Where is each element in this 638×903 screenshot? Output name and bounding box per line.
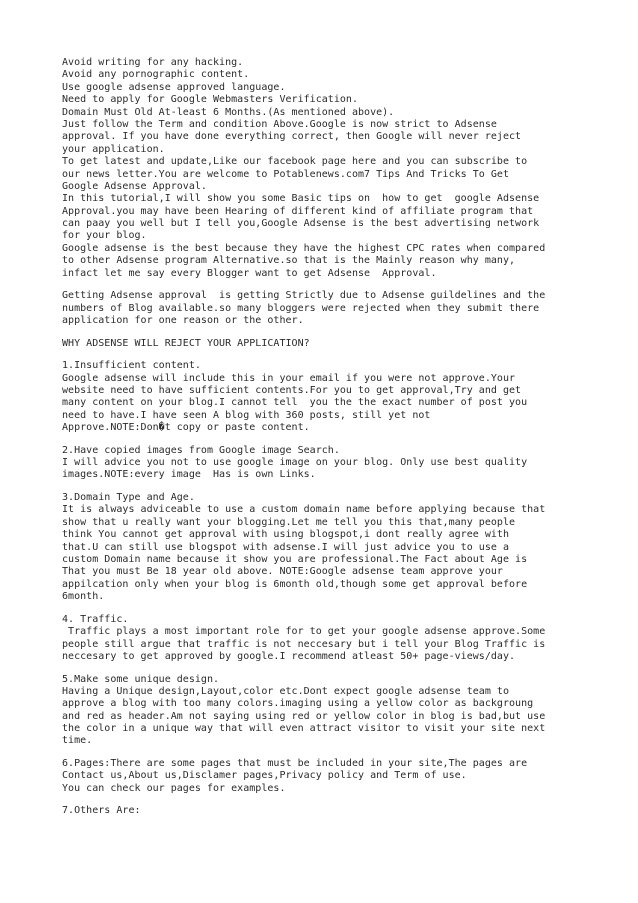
text-line: 4. Traffic. [62, 613, 129, 625]
text-line: Google adsense is the best because they have the highest CPC rates when compared [62, 242, 546, 254]
text-line: 6.Pages:There are some pages that must be included in your site,The pages are [62, 758, 528, 770]
text-line: In this tutorial,I will show you some Basic tips on how to get google Adsense [62, 193, 540, 205]
text-line: approval. If you have done everything correct, then Google will never reject [62, 131, 522, 143]
text-line: Just follow the Term and condition Above.Google is now strict to Adsense [62, 118, 497, 130]
text-line: Google adsense will include this in your email if you were not approve.Your [62, 372, 516, 384]
text-line: to other Adsense program Alternative.so that is the Mainly reason why many, [62, 255, 516, 267]
text-line: numbers of Blog available.so many bloggers were rejected when they submit there [62, 302, 540, 314]
text-line: Need to apply for Google Webmasters Verification. [62, 94, 358, 106]
text-line: infact let me say every Blogger want to get Adsense Approval. [62, 267, 437, 279]
text-line: approve a blog with too many colors.imaging using a yellow color as backgroung [62, 698, 534, 710]
text-line: Traffic plays a most important role for to get your google adsense approve.Some [62, 626, 546, 638]
text-line: WHY ADSENSE WILL REJECT YOUR APPLICATION? [62, 337, 310, 349]
text-line: Use google adsense approved language. [62, 81, 286, 93]
text-line: your application. [62, 143, 165, 155]
text-line: think You cannot get approval with using blogspot,i dont really agree with [62, 529, 509, 541]
text-line: 7.Others Are: [62, 805, 141, 817]
text-line: neccesary to get approved by google.I recommend atleast 50+ page-views/day. [62, 650, 516, 662]
paragraph-gap [62, 482, 582, 492]
text-line: images.NOTE:every image Has is own Links. [62, 469, 316, 481]
text-line: need to have.I have seen A blog with 360 posts, still yet not [62, 409, 431, 421]
text-line: appilcation only when your blog is 6month old,though some get approval before [62, 578, 528, 590]
text-line: 2.Have copied images from Google image Search. [62, 444, 340, 456]
paragraph-gap [62, 435, 582, 445]
text-line: time. [62, 735, 93, 747]
text-line: Having a Unique design,Layout,color etc.Dont expect google adsense team to [62, 685, 509, 697]
text-line: Getting Adsense approval is getting Strictly due to Adsense guildelines and the [62, 290, 546, 302]
text-line: Contact us,About us,Disclamer pages,Privacy policy and Term of use. [62, 770, 467, 782]
text-line: To get latest and update,Like our facebook page here and you can subscribe to [62, 156, 528, 168]
text-line: You can check our pages for examples. [62, 782, 286, 794]
text-line: 5.Make some unique design. [62, 673, 220, 685]
text-line: people still argue that traffic is not neccesary but i tell your Blog Traffic is [62, 638, 546, 650]
text-line: that.U can still use blogspot with adsense.I will just advice you to use a [62, 541, 509, 553]
text-line: application for one reason or the other. [62, 315, 304, 326]
paragraph-gap [62, 604, 582, 614]
text-line: 6month. [62, 591, 105, 603]
text-line: custom Domain name because it show you are professional.The Fact about Age is [62, 554, 528, 565]
text-line: Avoid writing for any hacking. [62, 57, 244, 68]
paragraph-gap [62, 280, 582, 290]
text-line: the color in a unique way that will even attract visitor to visit your site next [62, 723, 546, 735]
text-line: It is always adviceable to use a custom domain name before applying because that [62, 504, 546, 516]
paragraph-gap [62, 795, 582, 805]
text-line: many content on your blog.I cannot tell you the the exact number of post you [62, 397, 528, 409]
paragraph-gap [62, 663, 582, 673]
text-line: show that u really want your blogging.Let me tell you this that,many people [62, 516, 516, 528]
paragraph-gap [62, 350, 582, 360]
text-line: can paay you well but I tell you,Google Adsense is the best advertising network [62, 218, 540, 230]
text-line: I will advice you not to use google image on your blog. Only use best quality [62, 457, 528, 469]
text-line: 3.Domain Type and Age. [62, 492, 195, 504]
text-line: 1.Insufficient content. [62, 360, 201, 372]
paragraph-gap [62, 327, 582, 337]
text-line: for your blog. [62, 230, 147, 242]
text-line: our news letter.You are welcome to Potablenews.com7 Tips And Tricks To Get [62, 168, 509, 180]
text-line: Approval.you may have been Hearing of different kind of affiliate program that [62, 205, 534, 217]
text-line: and red as header.Am not saying using red or yellow color in blog is bad,but use [62, 710, 546, 722]
paragraph-gap [62, 748, 582, 758]
text-line: Domain Must Old At-least 6 Months.(As mentioned above). [62, 106, 395, 118]
text-line: Avoid any pornographic content. [62, 69, 250, 81]
text-line: Approve.NOTE:Don�t copy or paste content. [62, 422, 310, 434]
text-line: Google Adsense Approval. [62, 180, 207, 192]
text-line: website need to have sufficient contents.For you to get approval,Try and get [62, 384, 522, 396]
text-line: That you must Be 18 year old above. NOTE:Google adsense team approve your [62, 566, 503, 578]
document-page [62, 57, 582, 818]
